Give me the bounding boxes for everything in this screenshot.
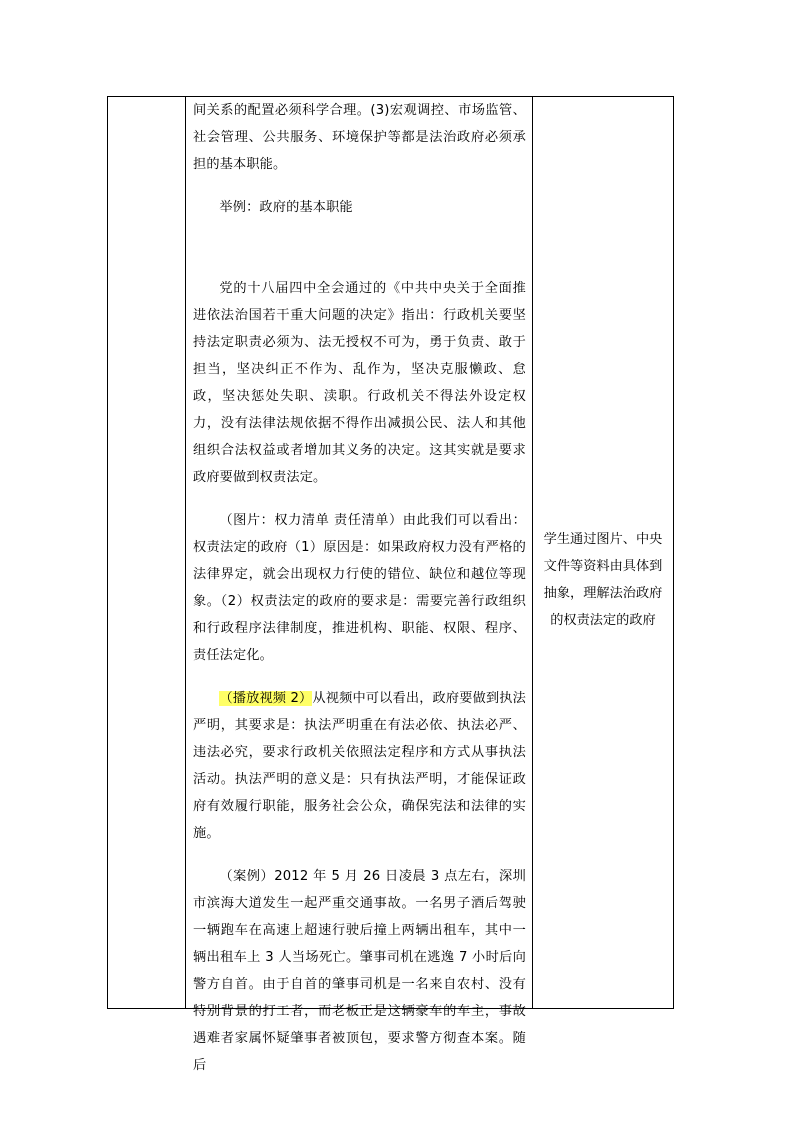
decision-paragraph: 党的十八届四中全会通过的《中共中央关于全面推进依法治国若干重大问题的决定》指出：行政机关要坚持法定职责必须为、法无授权不可为，勇于负责、敢于担当，坚决纠正不作为、乱作为，坚决克服懒政、怠政，坚决惩处失职、渎职。行政机关不得法外设定权力，没有法律法规依据不得作出减损公民、法人和其他组织合法权益或者增加其义务的决定。这其实就是要求政府要做到权责法定。 (193, 281, 526, 485)
video-tag-highlight: （播放视频 2） (219, 691, 313, 706)
example-heading: 举例：政府的基本职能 (219, 200, 353, 215)
student-activity-text: 学生通过图片、中央文件等资料由具体到抽象，理解法治政府的权责法定的政府 (543, 532, 663, 628)
lesson-table (107, 96, 674, 1073)
teacher-activity-content (193, 97, 526, 1079)
video-paragraph-text: 从视频中可以看出，政府要做到执法严明，其要求是：执法严明重在有法必依、执法必严、违法必究，要求行政机关依照法定程序和方式从事执法活动。执法严明的意义是：只有执法严明，才能保证政府有效履行职能，服务社会公众，确保宪法和法律的实施。 (193, 691, 526, 841)
teacher-activity-column (186, 97, 533, 1073)
continued-paragraph: 间关系的配置必须科学合理。(3)宏观调控、市场监管、社会管理、公共服务、环境保护等都是法治政府必须承担的基本职能。 (193, 103, 526, 172)
picture-paragraph: （图片：权力清单 责任清单）由此我们可以看出：权责法定的政府（1）原因是：如果政府权力没有严格的法律界定，就会出现权力行使的错位、缺位和越位等现象。（2）权责法定的政府的要求是：需要完善行政组织和行政程序法律制度，推进机构、职能、权限、程序、责任法定化。 (193, 513, 526, 663)
stage-column (108, 97, 186, 1008)
video-paragraph (193, 685, 526, 847)
case-paragraph: （案例）2012 年 5 月 26 日凌晨 3 点左右，深圳市滨海大道发生一起严重交通事故。一名男子酒后驾驶一辆跑车在高速上超速行驶后撞上两辆出租车，其中一辆出租车上 3 人当场死亡。肇事司机在逃逸 7 小时后向警方自首。由于自首的肇事司机是一名来自农村、没有特别背景的打工者，而老板正是这辆豪车的车主，事故遇难者家属怀疑肇事者被顶包，要求警方彻查本案。随后 (193, 869, 526, 1073)
student-activity-column (533, 97, 673, 1008)
